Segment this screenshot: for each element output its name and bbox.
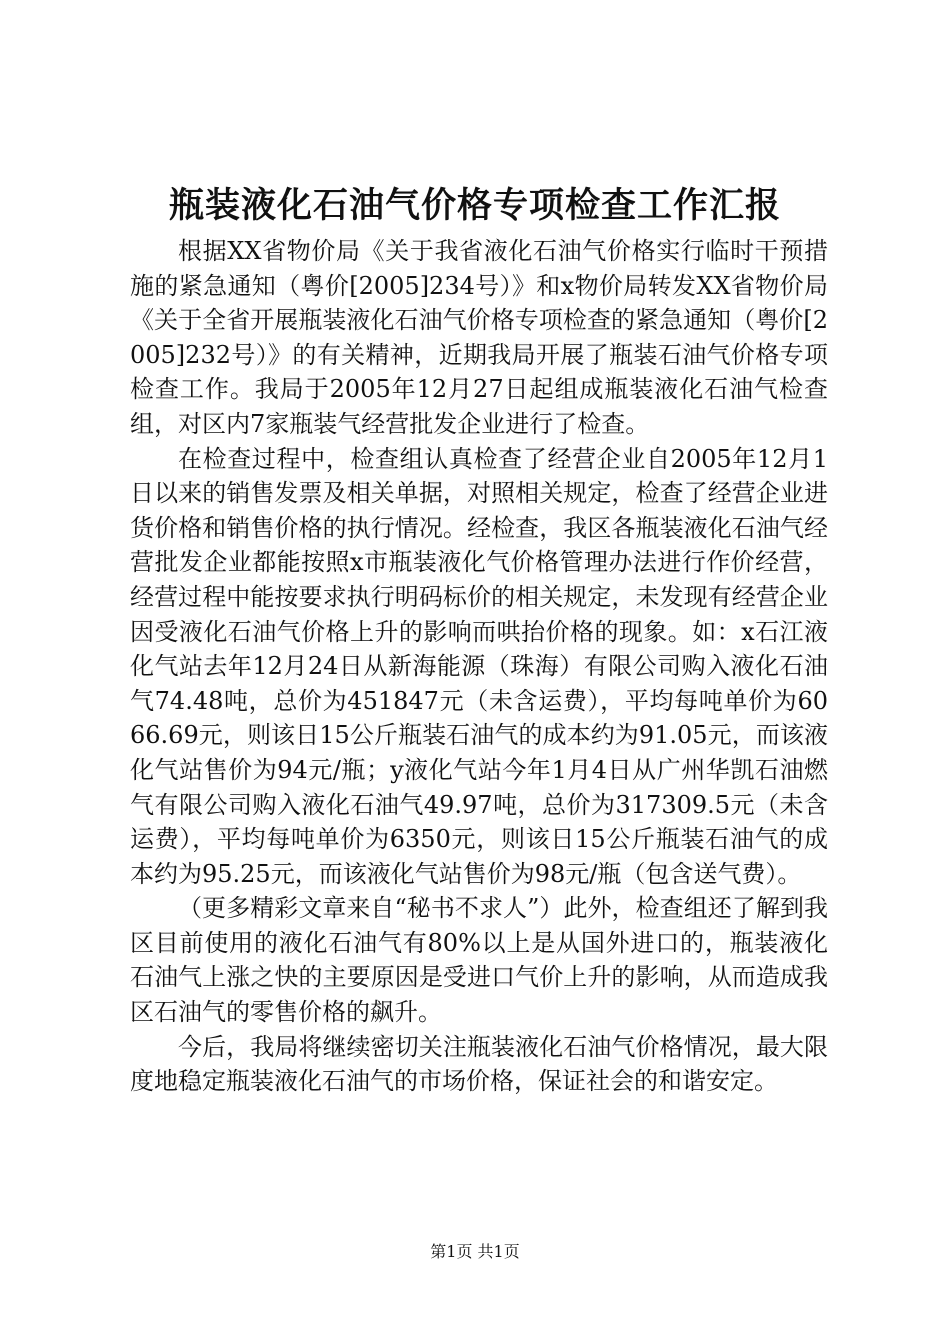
paragraph-inspection-process: 在检查过程中，检查组认真检查了经营企业自2005年12月1日以来的销售发票及相关单据，对照相关规定，检查了经营企业进货价格和销售价格的执行情况。经检查，我区各瓶装液化石油气经营批发企业都能按照x市瓶装液化气价格管理办法进行作价经营，经营过程中能按要求执行明码标价的相关规定，未发现有经营企业因受液化石油气价格上升的影响而哄抬价格的现象。如：x石江液化气站去年12月24日从新海能源（珠海）有限公司购入液化石油气74.48吨，总价为451847元（未含运费），平均每吨单价为6066.69元，则该日15公斤瓶装石油气的成本约为91.05元，而该液化气站售价为94元/瓶；y液化气站今年1月4日从广州华凯石油燃气有限公司购入液化石油气49.97吨，总价为317309.5元（未含运费），平均每吨单价为6350元，则该日15公斤瓶装石油气的成本约为95.25元，而该液化气站售价为98元/瓶（包含送气费）。: [130, 444, 828, 888]
paragraph-import-analysis: （更多精彩文章来自“秘书不求人”）此外，检查组还了解到我区目前使用的液化石油气有80%以上是从国外进口的，瓶装液化石油气上涨之快的主要原因是受进口气价上升的影响，从而造成我区石油气的零售价格的飙升。: [130, 894, 828, 1027]
paragraph-intro: 根据XX省物价局《关于我省液化石油气价格实行临时干预措施的紧急通知（粤价[2005]234号）》和x物价局转发XX省物价局《关于全省开展瓶装液化石油气价格专项检查的紧急通知（粤价[2005]232号）》的有关精神，近期我局开展了瓶装石油气价格专项检查工作。我局于2005年12月27日起组成瓶装液化石油气检查组，对区内7家瓶装气经营批发企业进行了检查。: [130, 237, 828, 438]
page-footer: 第1页 共1页: [430, 1242, 520, 1261]
document-title: 瓶装液化石油气价格专项检查工作汇报: [168, 186, 781, 226]
paragraph-conclusion: 今后，我局将继续密切关注瓶装液化石油气价格情况，最大限度地稳定瓶装液化石油气的市场价格，保证社会的和谐安定。: [130, 1032, 828, 1096]
document-body: [130, 234, 828, 1099]
